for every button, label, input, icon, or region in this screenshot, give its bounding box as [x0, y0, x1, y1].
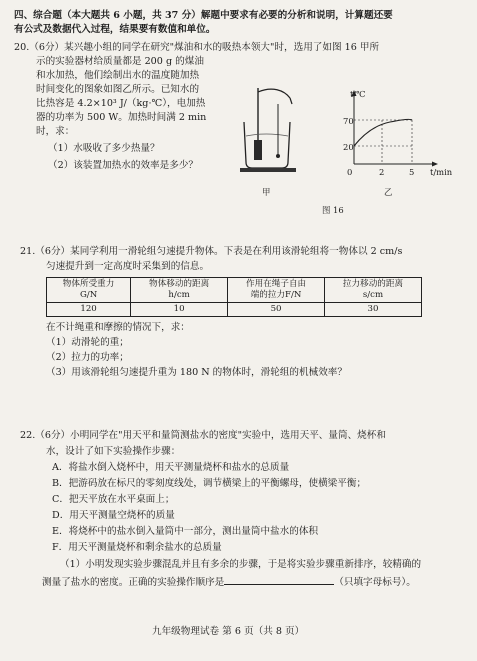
graph-y-tick-70: 70 [343, 116, 354, 126]
q20-sub2: （2）该装置加热水的效率是多少？ [48, 160, 199, 171]
q20-line6: 器的功率为 500 W。加热时间满 2 min [36, 112, 207, 123]
q20-line2: 示的实验器材给质量都是 200 g 的煤油 [36, 56, 204, 67]
q21-note: 在不计绳重和摩擦的情况下，求： [46, 322, 190, 333]
q21-line1: 21.（6分）某同学利用一滑轮组匀速提升物体。下表是在利用该滑轮组将一物体以 2 cm/s [20, 246, 403, 257]
table-header-row [47, 278, 422, 303]
graph-y-unit: t/℃ [350, 89, 366, 99]
q22-step-c: C．把天平放在水平桌面上； [52, 494, 175, 505]
q20-sub1: （1）水吸收了多少热量？ [48, 143, 160, 154]
table-cell: 120 [47, 303, 131, 317]
fig-caption: 图 16 [322, 205, 344, 215]
fig-label-jia: 甲 [262, 187, 271, 197]
q20-line1: 20.（6分）某兴趣小组的同学在研究"煤油和水的吸热本领大"时，选用了如图 16 甲所 [14, 42, 380, 53]
pulley-data-table [46, 277, 422, 317]
q20-line4: 时间变化的图象如图乙所示。已知水的 [36, 84, 200, 95]
q22-step-d: D．用天平测量空烧杯的质量 [52, 510, 175, 521]
table-cell: 10 [131, 303, 228, 317]
fig-label-yi: 乙 [384, 187, 393, 197]
q22-part1a: （1）小明发现实验步骤混乱并且有多余的步骤，于是将实验步骤重新排序，较精确的 [60, 559, 422, 570]
table-header-cell: 作用在绳子自由 端的拉力F/N [228, 278, 325, 303]
q22-step-f: F．用天平测量烧杯和剩余盐水的总质量 [52, 542, 222, 553]
page-footer: 九年级物理试卷 第 6 页（共 8 页） [152, 626, 305, 637]
section-heading: 四、综合题（本大题共 6 小题，共 37 分）解题中要求有必要的分析和说明，计算题还要 [14, 10, 393, 21]
q22-line1: 22.（6分）小明同学在"用天平和量筒测盐水的密度"实验中，选用天平、量筒、烧杯和 [20, 430, 386, 441]
section-heading-cont: 有公式及数据代入过程，结果要有数值和单位。 [14, 24, 216, 35]
q22-step-b: B．把游码放在标尺的零刻度线处，调节横梁上的平衡螺母，使横梁平衡； [52, 478, 367, 489]
q21-sub3: （3）用该滑轮组匀速提升重为 180 N 的物体时，滑轮组的机械效率？ [46, 367, 347, 378]
table-header-cell: 物体所受重力 G/N [47, 278, 131, 303]
graph-x-tick-5: 5 [409, 167, 415, 177]
table-cell: 50 [228, 303, 325, 317]
q21-line2: 匀速提升到一定高度时采集到的信息。 [46, 261, 210, 272]
q20-line5: 比热容是 4.2×10³ J/（kg·℃），电加热 [36, 98, 206, 109]
graph-x-tick-0: 0 [347, 167, 353, 177]
table-cell: 30 [325, 303, 422, 317]
table-row [47, 303, 422, 317]
table-header-cell: 物体移动的距离 h/cm [131, 278, 228, 303]
q22-step-a: A．将盐水倒入烧杯中，用天平测量烧杯和盐水的总质量 [52, 462, 290, 473]
q22-part1b: 测量了盐水的密度。正确的实验操作顺序是 （只填字母标号）。 [42, 577, 416, 588]
table-header-cell: 拉力移动的距离 s/cm [325, 278, 422, 303]
graph-x-tick-2: 2 [379, 167, 385, 177]
graph-y-tick-20: 20 [343, 142, 354, 152]
q21-sub1: （1）动滑轮的重； [46, 337, 129, 348]
q22-line2: 水，设计了如下实验操作步骤： [46, 446, 181, 457]
q20-line7: 时，求： [36, 126, 75, 137]
q20-line3: 和水加热，他们绘制出水的温度随加热 [36, 70, 200, 81]
heater-apparatus-figure [238, 84, 318, 180]
temperature-time-graph [330, 88, 442, 178]
q21-sub2: （2）拉力的功率； [46, 352, 129, 363]
q22-step-e: E．将烧杯中的盐水倒入量筒中一部分，测出量筒中盐水的体积 [52, 526, 319, 537]
graph-x-unit: t/min [430, 167, 453, 177]
answer-blank [224, 575, 334, 585]
